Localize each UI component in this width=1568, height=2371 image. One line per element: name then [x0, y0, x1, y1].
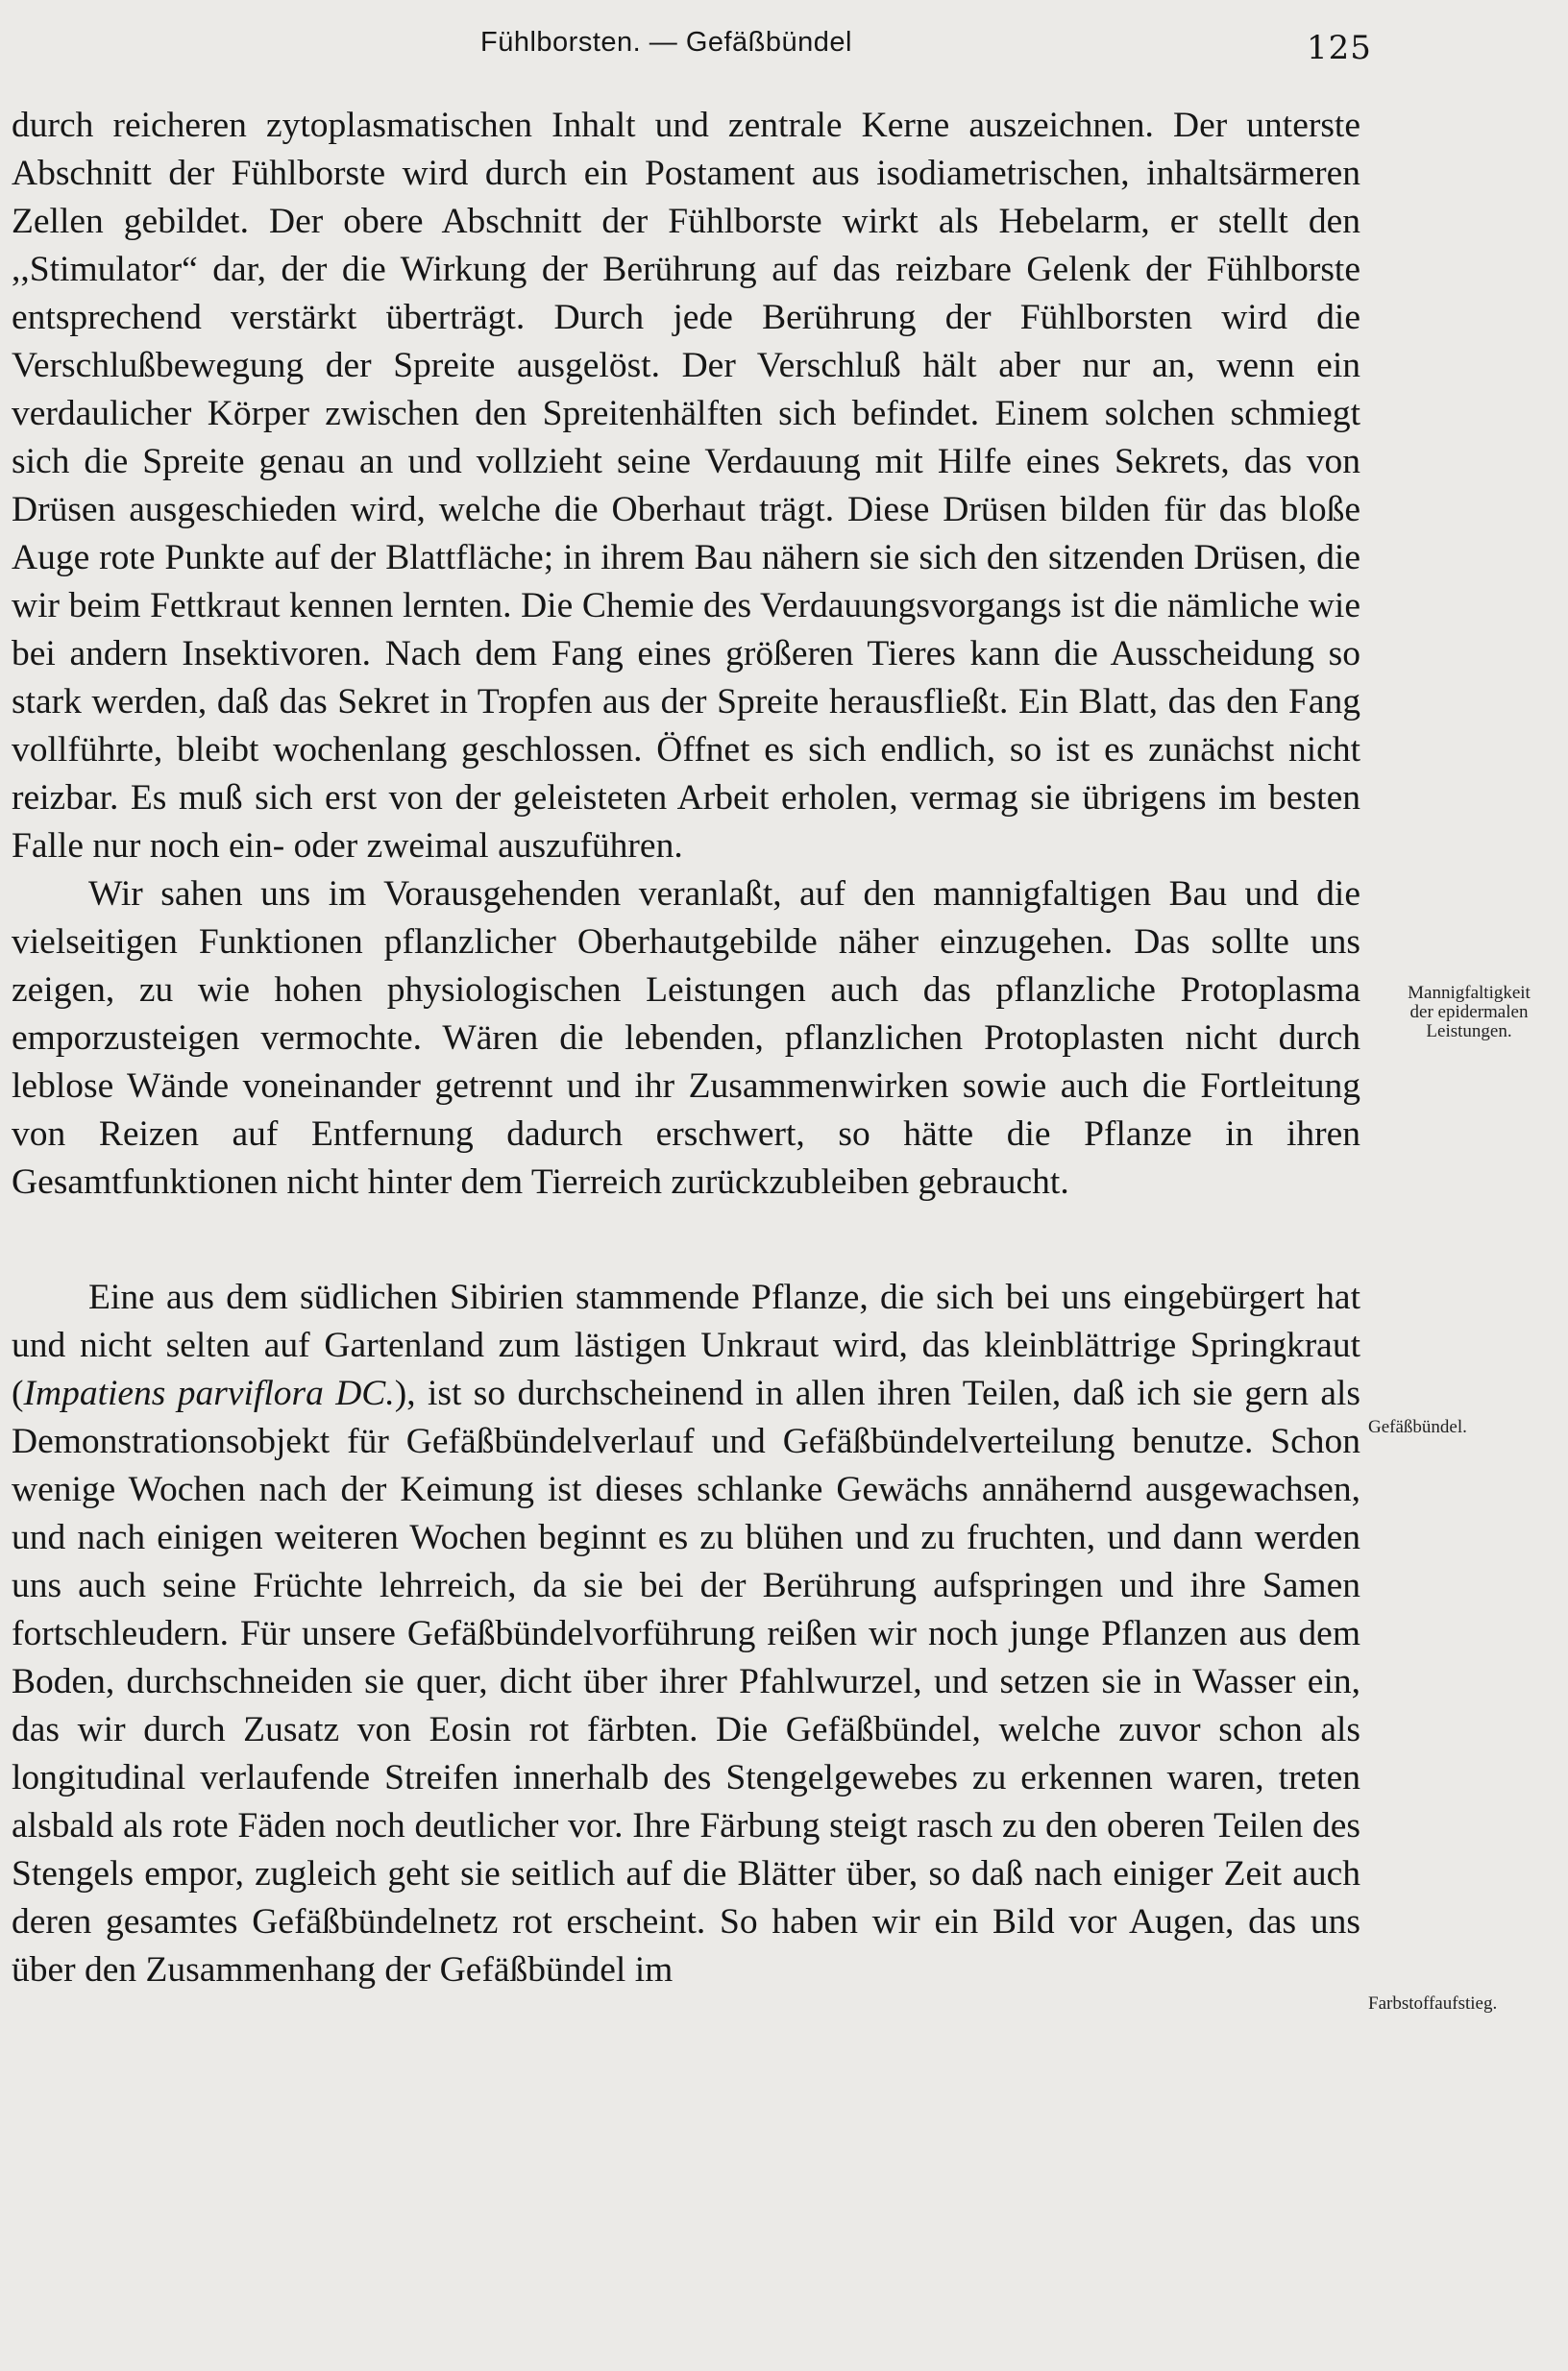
running-title: Fühlborsten. — Gefäßbündel	[480, 27, 852, 58]
paragraph-text: durch reicheren zytoplasmatischen Inhalt und zentrale Kerne auszeichnen. Der unterste Abschnitt der Fühlborste wird durch ein Postament aus isodiametrischen, inhaltsärmeren Zellen gebildet. Der obere Abschnitt der Fühlborste wirkt als Hebelarm, er stellt den ,,Stimulator“ dar, der die Wirkung der Berührung auf das reizbare Gelenk der Fühlborste entsprechend verstärkt überträgt. Durch jede Berührung der Fühlborsten wird die Verschlußbewegung der Spreite ausgelöst. Der Verschluß hält aber nur an, wenn ein verdaulicher Körper zwischen den Spreitenhälften sich befindet. Einem solchen schmiegt sich die Spreite genau an und vollzieht seine Verdauung mit Hilfe eines Sekrets, das von Drüsen ausgeschieden wird, welche die Oberhaut trägt. Diese Drüsen bilden für das bloße Auge rote Punkte auf der Blattfläche; in ihrem Bau nähern sie sich den sitzenden Drüsen, die wir beim Fettkraut kennen lernten. Die Chemie des Verdauungsvorgangs ist die nämliche wie bei andern Insektivoren. Nach dem Fang eines größeren Tieres kann die Ausscheidung so stark werden, daß das Sekret in Tropfen aus der Spreite herausfließt. Ein Blatt, das den Fang vollführte, bleibt wochenlang geschlossen. Öffnet es sich endlich, so ist es zunächst nicht reizbar. Es muß sich erst von der geleisteten Arbeit erholen, vermag sie übrigens im besten Falle nur noch ein- oder zweimal auszuführen.	[12, 106, 1360, 866]
paragraph-text-rest: ), ist so durchscheinend in allen ihren Teilen, daß ich sie gern als Demonstrationsobjekt für Gefäßbündelverlauf und Gefäßbündelverteilung benutze. Schon wenige Wochen nach der Keimung ist dieses schlanke Gewächs annähernd ausgewachsen, und nach einigen weiteren Wochen beginnt es zu blühen und zu fruchten, und dann werden uns auch seine Früchte lehrreich, da sie bei der Berührung aufspringen und ihre Samen fortschleudern. Für unsere Gefäßbündelvorführung reißen wir noch junge Pflanzen aus dem Boden, durchschneiden sie quer, dicht über ihrer Pfahlwurzel, und setzen sie in Wasser ein, das wir durch Zusatz von Eosin rot färbten. Die Gefäßbündel, welche zuvor schon als longitudinal verlaufende Streifen innerhalb des Stengelgewebes zu erkennen waren, treten alsbald als rote Fäden noch deutlicher vor. Ihre Färbung steigt rasch zu den oberen Teilen des Stengels empor, zugleich geht sie seitlich auf die Blätter über, so daß nach einiger Zeit auch deren gesamtes Gefäßbündelnetz rot erscheint. So haben wir ein Bild vor Augen, das uns über den Zusammenhang der Gefäßbündel im	[12, 1374, 1361, 1990]
paragraph-text: Wir sahen uns im Vorausgehenden veranlaßt, auf den mannigfaltigen Bau und die vielseitigen Funktionen pflanzlicher Oberhautgebilde näher einzugehen. Das sollte uns zeigen, zu wie hohen physiologischen Leistungen auch das pflanzliche Protoplasma emporzusteigen vermochte. Wären die lebenden, pflanzlichen Protoplasten nicht durch leblose Wände voneinander getrennt und ihr Zusammenwirken sowie auch die Fortleitung von Reizen auf Entfernung dadurch erschwert, so hätte die Pflanze in ihren Gesamtfunktionen nicht hinter dem Tierreich zurückzubleiben gebraucht.	[12, 874, 1360, 1202]
running-head	[0, 25, 1372, 73]
margin-note-gefaessbuendel	[1368, 1418, 1568, 1437]
main-text-column	[12, 102, 1360, 1994]
margin-note-line: Leistungen.	[1426, 1021, 1512, 1041]
margin-note-line: Mannigfaltigkeit	[1408, 983, 1531, 1003]
paragraph-text-start: Eine aus dem südlichen Sibirien stammende Pflanze, die sich bei uns eingebürgert hat und nicht selten auf Gartenland zum lästigen Unkraut wird, das kleinblättrige Springkraut (	[12, 1278, 1360, 1413]
species-name: Impatiens parviflora DC.	[23, 1374, 395, 1413]
margin-note-mannigfaltigkeit	[1368, 984, 1568, 1041]
paragraph-oberhautgebilde	[12, 870, 1360, 1207]
paragraph-impatiens	[12, 1274, 1360, 1994]
paragraph-fuehlborste	[12, 102, 1360, 870]
margin-note-line: Gefäßbündel.	[1368, 1417, 1467, 1437]
margin-note-line: Farbstoffaufstieg.	[1368, 1993, 1498, 2014]
page-number: 125	[1307, 29, 1372, 67]
margin-note-farbstoffaufstieg	[1368, 1994, 1568, 2014]
margin-note-line: der epidermalen	[1409, 1002, 1529, 1022]
